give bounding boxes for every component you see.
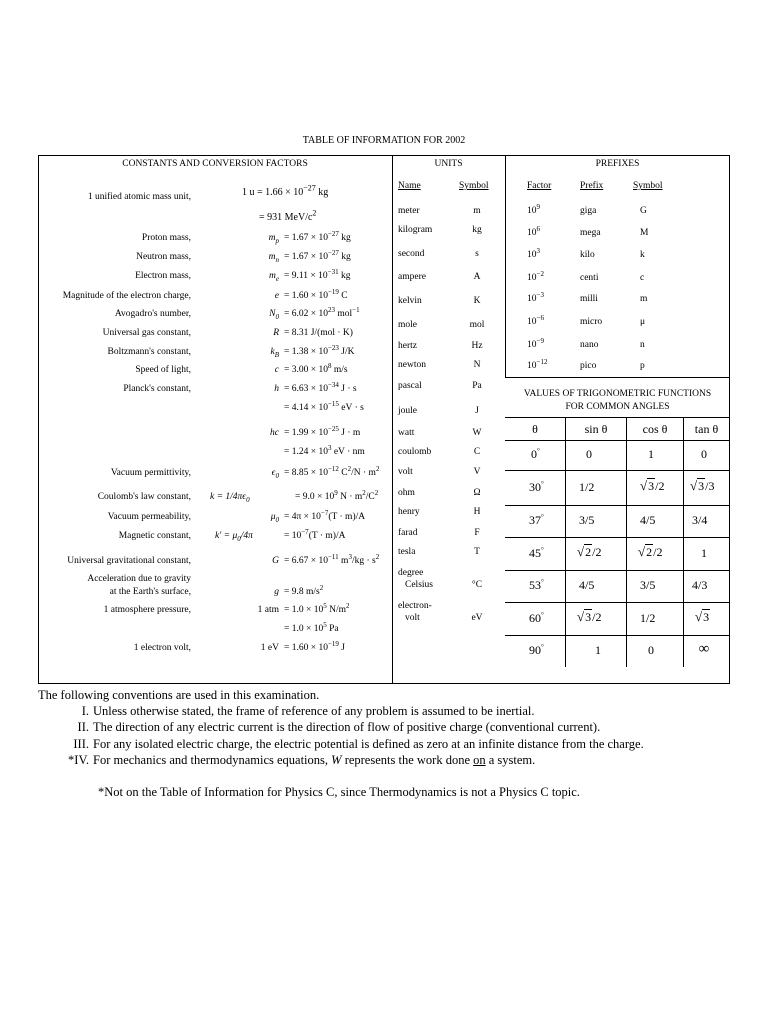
trig-angle: 90°: [529, 643, 544, 657]
prefix-name: centi: [580, 273, 599, 283]
constant-symbol: h: [274, 384, 279, 394]
constant-label: Planck's constant,: [123, 384, 191, 394]
constant-symbol: $m_e$: [269, 271, 279, 283]
trig-angle: 45°: [529, 546, 544, 560]
unit-name: farad: [398, 528, 418, 538]
constant-value: = $6.63 \times 10^{-34}$ J · s: [284, 380, 357, 394]
trig-cos: 3/5: [640, 578, 656, 592]
trig-header-line1: VALUES OF TRIGONOMETRIC FUNCTIONS: [523, 389, 712, 399]
convention-text: Unless otherwise stated, the frame of reference of any problem is assumed to be inertial.: [93, 704, 535, 718]
constant-value: = $6.02 \times 10^{23}$ mol$^{-1}$: [284, 305, 360, 319]
page-title: TABLE OF INFORMATION FOR 2002: [302, 135, 466, 146]
unit-name: ohm: [398, 488, 415, 498]
unit-name: hertz: [398, 341, 417, 351]
unit-symbol: W: [472, 428, 482, 438]
constant-symbol: c: [274, 365, 279, 375]
constant-symbol: e: [274, 291, 279, 301]
constant-symbol: $m_n$: [268, 252, 279, 264]
unit-symbol: eV: [471, 613, 483, 623]
trig-cos: √3/2: [640, 478, 665, 493]
constant-label: Proton mass,: [141, 233, 191, 243]
prefix-symbol: k: [640, 250, 645, 260]
unit-symbol: s: [475, 249, 479, 259]
prefixes-col-symbol: Symbol: [633, 181, 663, 191]
trig-header-line2: FOR COMMON ANGLES: [565, 402, 670, 412]
constant-value: = $6.67 \times 10^{-11}$ $m^3/kg \cdot s^2$: [284, 552, 380, 566]
unit-name: kilogram: [398, 225, 433, 235]
constant-symbol: 1 eV: [260, 643, 279, 653]
constant-label: Coulomb's law constant,: [97, 492, 191, 502]
unit-name: henry: [398, 507, 420, 517]
unit-name: meter: [398, 206, 420, 216]
constant-label: 1 electron volt,: [133, 643, 191, 653]
unit-name: joule: [398, 406, 417, 416]
constant-label: Speed of light,: [135, 365, 191, 375]
constant-symbol: $\epsilon_0$: [271, 468, 279, 480]
prefix-name: giga: [580, 206, 597, 216]
constant-value: = $9.0 \times 10^9$ $N \cdot m^2/C^2$: [295, 488, 379, 502]
constant-symbol: $k' = \mu_0/4\pi$: [215, 531, 253, 543]
constant-label: Neutron mass,: [136, 252, 191, 262]
constant-label: Vacuum permeability,: [107, 512, 191, 522]
constant-label: Universal gas constant,: [102, 328, 191, 338]
trig-tan: 4/3: [692, 578, 708, 592]
prefix-name: kilo: [580, 250, 595, 260]
constants-header: CONSTANTS AND CONVERSION FACTORS: [122, 159, 308, 169]
trig-tan: √3/3: [690, 478, 715, 493]
constant-label: Universal gravitational constant,: [67, 556, 191, 566]
convention-number: I.: [81, 704, 89, 718]
prefix-symbol: n: [640, 340, 645, 350]
unit-symbol: V: [473, 467, 481, 477]
trig-col-sin: sin θ: [584, 422, 608, 436]
unit-symbol: Ω: [473, 488, 481, 498]
constant-symbol: $\mu_0$: [270, 512, 279, 524]
trig-cos: 1/2: [640, 611, 656, 625]
trig-sin: 0: [586, 447, 592, 461]
unit-name: electron-: [398, 601, 432, 611]
convention-number: *IV.: [68, 753, 89, 767]
prefix-factor: $10^{-9}$: [527, 336, 544, 350]
unit-name: second: [398, 249, 425, 259]
unit-name-line2: Celsius: [405, 580, 433, 590]
unit-name: volt: [398, 467, 413, 477]
constant-symbol: hc: [270, 428, 279, 438]
units-header: UNITS: [434, 159, 463, 169]
unit-name: watt: [398, 428, 415, 438]
trig-sin: √2/2: [577, 544, 602, 559]
constant-symbol: $m_p$: [268, 233, 279, 245]
unit-name: tesla: [398, 547, 416, 557]
trig-col-cos: cos θ: [642, 422, 668, 436]
trig-cos: 1: [648, 447, 654, 461]
constant-value: = $1.0 \times 10^5$ $N/m^2$: [284, 601, 350, 615]
constant-label: Acceleration due to gravity: [87, 574, 191, 584]
constant-value: = $8.85 \times 10^{-12}$ $C^2/N \cdot m^2$: [284, 464, 380, 478]
unit-symbol: A: [473, 272, 481, 282]
prefixes-col-factor: Factor: [527, 181, 552, 191]
units-col-name: Name: [398, 181, 421, 191]
constant-label: Magnetic constant,: [118, 531, 191, 541]
unit-symbol: H: [473, 507, 481, 517]
unit-name: degree: [398, 568, 424, 578]
constant-label: at the Earth's surface,: [109, 587, 191, 597]
trig-angle: 30°: [529, 480, 544, 494]
constant-label: Magnitude of the electron charge,: [62, 291, 191, 301]
unit-name: mole: [398, 320, 417, 330]
unit-symbol: J: [475, 406, 479, 416]
constant-value: = $9.11 \times 10^{-31}$ kg: [284, 267, 351, 281]
trig-sin: 1: [595, 643, 601, 657]
convention-number: II.: [77, 720, 89, 734]
prefix-name: pico: [580, 361, 597, 371]
unit-symbol: kg: [472, 225, 482, 235]
constant-symbol: g: [274, 587, 279, 597]
trig-tan: √3: [695, 609, 710, 624]
prefix-symbol: G: [640, 206, 647, 216]
constant-label: 1 unified atomic mass unit,: [87, 192, 191, 202]
trig-sin: 1/2: [579, 480, 595, 494]
constant-value: = $1.38 \times 10^{-23}$ J/K: [284, 343, 355, 357]
unit-symbol: m: [473, 206, 481, 216]
trig-angle: 37°: [529, 513, 544, 527]
constant-value: = $1.0 \times 10^5$ Pa: [284, 620, 339, 634]
prefix-symbol: M: [640, 228, 649, 238]
constant-value: = $1.24 \times 10^3$ eV · nm: [284, 443, 365, 457]
prefixes-col-prefix: Prefix: [580, 181, 604, 191]
constant-value: = $3.00 \times 10^8$ m/s: [284, 361, 348, 375]
constant-value: = $4\pi \times 10^{-7}(T \cdot m)/A$: [284, 508, 366, 522]
prefixes-header: PREFIXES: [595, 159, 640, 169]
constant-value: = $1.67 \times 10^{-27}$ kg: [284, 248, 351, 262]
unit-symbol: N: [473, 360, 481, 370]
trig-col-tan: tan θ: [694, 422, 719, 436]
trig-col-theta: θ: [532, 422, 538, 436]
prefix-symbol: p: [640, 361, 645, 371]
unit-name: newton: [398, 360, 426, 370]
unit-symbol: °C: [471, 580, 483, 590]
constant-symbol: R: [273, 328, 279, 338]
constant-value: = $4.14 \times 10^{-15}$ eV · s: [284, 399, 364, 413]
constant-label: Vacuum permittivity,: [110, 468, 191, 478]
prefix-symbol: c: [640, 273, 645, 283]
convention-text: The direction of any electric current is the direction of flow of positive charge (conventional current).: [93, 720, 601, 734]
prefix-symbol: m: [640, 294, 648, 304]
constant-label: 1 atmosphere pressure,: [103, 605, 191, 615]
trig-tan: ∞: [698, 641, 710, 657]
constant-label: Electron mass,: [135, 271, 191, 281]
trig-cos: √2/2: [638, 544, 663, 559]
constant-value: = $1.60 \times 10^{-19}$ J: [284, 639, 345, 653]
constant-symbol: G: [272, 556, 279, 566]
unit-symbol: T: [474, 547, 480, 557]
constant-label: Avogadro's number,: [114, 309, 191, 319]
unit-name: ampere: [398, 272, 426, 282]
trig-tan: 1: [701, 546, 707, 560]
constant-symbol: $N_0$: [269, 309, 279, 321]
prefix-factor: $10^3$: [527, 246, 540, 260]
trig-sin: 4/5: [579, 578, 595, 592]
unit-name: pascal: [398, 381, 422, 391]
conventions-footnote: *Not on the Table of Information for Physics C, since Thermodynamics is not a Physics C topic.: [98, 785, 580, 799]
convention-text: For any isolated electric charge, the electric potential is defined as zero at an infinite distance from the charge.: [93, 737, 644, 751]
trig-angle: 0°: [531, 447, 540, 461]
trig-tan: 3/4: [692, 513, 708, 527]
constant-value: = 931 MeV/$c^2$: [259, 208, 317, 223]
prefix-factor: $10^{-2}$: [527, 269, 544, 283]
convention-text: For mechanics and thermodynamics equations, W represents the work done on a system.: [93, 753, 536, 767]
prefix-name: nano: [580, 340, 599, 350]
trig-tan: 0: [701, 447, 707, 461]
prefix-factor: $10^{-12}$: [527, 357, 548, 371]
prefix-factor: $10^{-3}$: [527, 290, 544, 304]
unit-symbol: K: [473, 296, 481, 306]
unit-name: coulomb: [398, 447, 432, 457]
units-col-symbol: Symbol: [459, 181, 489, 191]
trig-cos: 0: [648, 643, 654, 657]
constant-value: = 8.31 J/(mol · K): [284, 328, 353, 338]
unit-name-line2: volt: [405, 613, 420, 623]
trig-cos: 4/5: [640, 513, 656, 527]
prefix-factor: $10^9$: [527, 202, 540, 216]
constant-value: = $1.67 \times 10^{-27}$ kg: [284, 229, 351, 243]
constant-symbol: $k_B$: [270, 347, 279, 359]
prefix-factor: $10^{-6}$: [527, 313, 544, 327]
trig-angle: 60°: [529, 611, 544, 625]
constant-value: = $1.60 \times 10^{-19}$ C: [284, 287, 348, 301]
constant-value: = $1.99 \times 10^{-25}$ J · m: [284, 424, 361, 438]
trig-sin: 3/5: [579, 513, 595, 527]
constant-label: Boltzmann's constant,: [107, 347, 191, 357]
unit-name: kelvin: [398, 296, 422, 306]
trig-sin: √3/2: [577, 609, 602, 624]
constant-value: = $10^{-7}(T \cdot m)/A$: [284, 527, 346, 541]
conventions-intro: The following conventions are used in this examination.: [38, 688, 320, 702]
unit-symbol: mol: [469, 320, 485, 330]
convention-number: III.: [73, 737, 89, 751]
unit-symbol: Hz: [471, 341, 483, 351]
prefix-symbol: μ: [640, 317, 646, 327]
constant-symbol: $k = 1/4\pi\epsilon_0$: [210, 492, 250, 504]
prefix-factor: $10^6$: [527, 224, 540, 238]
unit-symbol: F: [474, 528, 480, 538]
prefix-name: micro: [580, 317, 603, 327]
constant-value: = 9.8 $m/s^2$: [284, 583, 324, 597]
trig-angle: 53°: [529, 578, 544, 592]
constant-value: 1 $u = 1.66 \times 10^{-27}$ kg: [242, 183, 329, 198]
constant-symbol: 1 atm: [257, 605, 279, 615]
prefix-name: mega: [580, 228, 601, 238]
unit-symbol: Pa: [472, 381, 482, 391]
unit-symbol: C: [473, 447, 481, 457]
prefix-name: milli: [580, 294, 598, 304]
